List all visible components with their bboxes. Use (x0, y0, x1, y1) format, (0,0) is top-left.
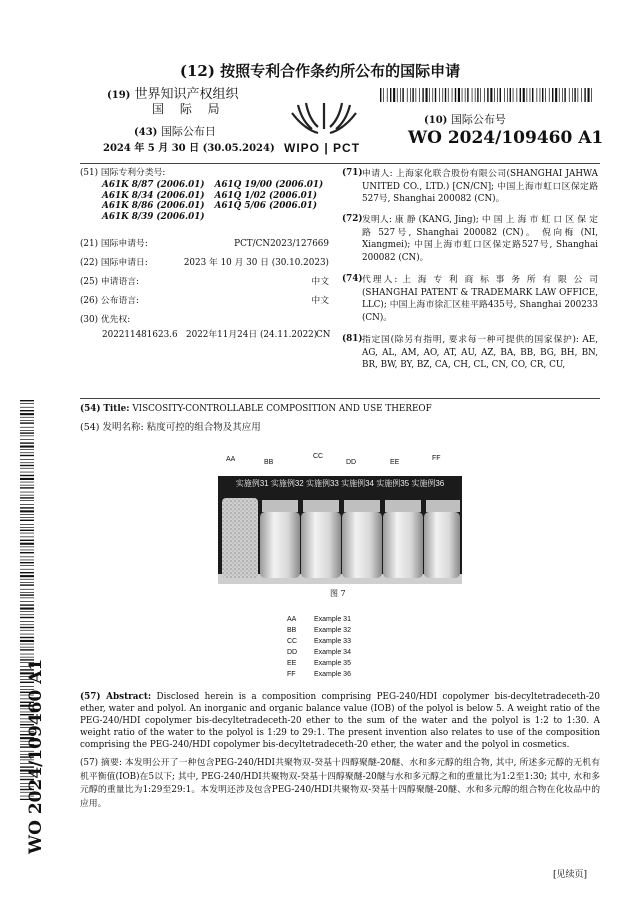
barcode-bar (20, 617, 34, 618)
figure-label: FF (432, 455, 441, 462)
figure-label: EE (390, 459, 400, 466)
barcode-bar (20, 417, 34, 418)
barcode-bar (20, 449, 34, 450)
barcode-bar (504, 88, 505, 102)
legend-row: BB Example 32 (287, 627, 351, 634)
barcode-bar (20, 592, 34, 593)
figure-label: BB (264, 459, 274, 466)
ipc-cell: A61K 8/34 (2006.01) (102, 190, 205, 201)
barcode-bar (452, 88, 453, 102)
barcode-bar (480, 88, 481, 102)
barcode-bar (20, 436, 34, 437)
barcode-bar (429, 88, 430, 102)
barcode-bar (448, 88, 449, 102)
barcode-bar (20, 575, 34, 577)
barcode-bar (426, 88, 428, 102)
barcode-bar (20, 604, 34, 605)
barcode-bar (435, 88, 436, 102)
barcode-bar (402, 88, 403, 102)
barcode-bar (530, 88, 531, 102)
lang-label: (25) 申请语言: (80, 277, 140, 287)
barcode-bar (20, 487, 34, 488)
divider (80, 398, 600, 399)
barcode-bar (20, 459, 34, 460)
vial-ff (424, 500, 460, 578)
barcode-bar (432, 88, 433, 102)
organization-name: (19) 世界知识产权组织 (107, 87, 239, 102)
barcode-bar (20, 637, 34, 638)
barcode-bar (20, 504, 34, 505)
barcode-bar (20, 569, 34, 570)
barcode-bar (393, 88, 395, 102)
barcode-bar (20, 403, 34, 404)
barcode-top (380, 88, 592, 102)
ipc-cell: A61Q 19/00 (2006.01) (214, 180, 324, 190)
barcode-bar (20, 462, 34, 463)
barcode-bar (20, 432, 34, 433)
legend-row: DD Example 34 (287, 649, 351, 656)
barcode-bar (20, 647, 34, 648)
barcode-bar (410, 88, 411, 102)
logo-text: WIPO | PCT (284, 141, 361, 155)
barcode-bar (20, 611, 34, 612)
barcode-bar (20, 562, 34, 563)
barcode-bar (475, 88, 476, 102)
barcode-bar (397, 88, 398, 102)
barcode-bar (380, 88, 381, 102)
barcode-bar (20, 500, 34, 501)
barcode-bar (581, 88, 582, 102)
barcode-bar (465, 88, 466, 102)
ipc-cell: A61K 8/86 (2006.01) (102, 201, 205, 212)
barcode-bar (387, 88, 388, 102)
vial-aa (222, 498, 258, 578)
barcode-bar (569, 88, 570, 102)
barcode-bar (494, 88, 495, 102)
app-date: 2023 年 10 月 30 日 (30.10.2023) (183, 258, 329, 268)
applicant-code: (71) (342, 168, 363, 178)
barcode-bar (20, 560, 34, 561)
barcode-bar (412, 88, 413, 102)
document-title: (12) 按照专利合作条约所公布的国际申请 (179, 62, 461, 80)
barcode-bar (20, 565, 34, 566)
vial-bb (260, 500, 300, 578)
barcode-bar (455, 88, 456, 102)
barcode-bar (20, 514, 34, 515)
barcode-bar (20, 430, 34, 431)
inventor: 发明人: 康 静 (KANG, Jing); 中 国 上 海 市 虹 口 区 保 定 路 527号, Shanghai 200082 (CN)。 倪向梅 (NI, Xiangmei); 中国上海市虹口区保定路527号, Shanghai 200082 (CN)。 (362, 215, 598, 263)
barcode-bar (20, 497, 34, 498)
barcode-bar (20, 547, 34, 548)
legend-row: AA Example 31 (287, 616, 351, 623)
barcode-bar (20, 598, 34, 599)
barcode-bar (20, 510, 34, 512)
figure-photo (218, 476, 462, 584)
barcode-bar (20, 400, 34, 401)
photo-caption-text: 实施例31 实施例32 实施例33 实施例34 实施例35 实施例36 (235, 479, 445, 488)
lang-value: 中文 (311, 277, 329, 287)
barcode-bar (537, 88, 538, 102)
barcode-bar (20, 649, 34, 650)
barcode-bar (562, 88, 563, 102)
pub-lang-value: 中文 (311, 296, 329, 306)
barcode-bar (439, 88, 440, 102)
priority-number: 202211481623.6 (102, 330, 178, 340)
priority-label: (30) 优先权: (80, 315, 131, 325)
barcode-bar (419, 88, 420, 102)
barcode-bar (445, 88, 446, 102)
vial-dd (342, 500, 382, 578)
barcode-bar (584, 88, 585, 102)
barcode-bar (20, 427, 34, 428)
barcode-bar (422, 88, 423, 102)
barcode-bar (20, 442, 34, 443)
barcode-bar (467, 88, 468, 102)
barcode-bar (532, 88, 533, 102)
vial-ee (383, 500, 423, 578)
barcode-bar (591, 88, 592, 102)
barcode-bar (20, 540, 34, 541)
barcode-bar (510, 88, 511, 102)
figure-caption: 图 7 (330, 589, 346, 598)
pub-date: 2024 年 5 月 30 日 (30.05.2024) (103, 143, 275, 154)
barcode-bar (588, 88, 590, 102)
barcode-bar (497, 88, 498, 102)
barcode-bar (20, 475, 34, 476)
barcode-bar (407, 88, 408, 102)
barcode-bar (20, 482, 34, 483)
barcode-bar (20, 589, 34, 590)
barcode-bar (500, 88, 501, 102)
title-en-line: (54) Title: VISCOSITY-CONTROLLABLE COMPOSITION AND USE THEREOF (80, 404, 432, 414)
ipc-cell: A61K 8/39 (2006.01) (102, 211, 205, 222)
barcode-bar (20, 621, 34, 622)
divider (80, 163, 600, 164)
barcode-bar (527, 88, 528, 102)
ipc-cell: A61K 8/87 (2006.01) (102, 180, 205, 190)
barcode-bar (20, 410, 34, 411)
barcode-bar (20, 485, 34, 486)
barcode-bar (390, 88, 391, 102)
barcode-bar (20, 601, 34, 602)
barcode-bar (507, 88, 508, 102)
barcode-bar (555, 88, 557, 102)
barcode-bar (20, 533, 34, 534)
barcode-bar (520, 88, 521, 102)
barcode-bar (20, 552, 34, 553)
barcode-bar (20, 640, 34, 642)
barcode-bar (487, 88, 488, 102)
legend-row: CC Example 33 (287, 638, 351, 645)
app-date-label: (22) 国际申请日: (80, 258, 148, 268)
barcode-bar (542, 88, 543, 102)
barcode-bar (20, 584, 34, 585)
figure-label: CC (313, 453, 324, 460)
ipc-table (102, 180, 333, 222)
barcode-bar (472, 88, 473, 102)
abstract-en: (57) Abstract: Disclosed herein is a composition comprising PEG-240/HDI copolymer bis-decyltetradeceth-20 ether, water and polyol. An inorganic and organic balance value (IOB) of the polyol is below 5. A weight ratio of the PEG-240/HDI copolymer bis-decyltetradeceth-20 ether to the sum of the water and the polyol is 1:2 to 1:30. A weight ratio of the water to the polyol is 1:29 to 29:1. The present invention also relates to use of the composition comprising the PEG-240/HDI copolymer bis-decyltetradeceth-20 ether, the water and the polyol in cosmetics. (80, 692, 600, 750)
barcode-bar (477, 88, 478, 102)
barcode-bar (20, 422, 34, 423)
barcode-bar (20, 520, 34, 521)
barcode-bar (20, 582, 34, 583)
barcode-bar (20, 478, 34, 480)
barcode-bar (20, 468, 34, 469)
priority-country: CN (316, 330, 331, 340)
designated-states: 指定国(除另有指明, 要求每一种可提供的国家保护): AE, AG, AL, AM, AO, AT, AU, AZ, BA, BB, BG, BH, BN, BR, BW, BY, BZ, CA, CH, CL, CN, CO, CR, CU, (362, 335, 598, 370)
barcode-bar (20, 420, 34, 421)
legend-row: FF Example 36 (287, 671, 351, 678)
barcode-bar (564, 88, 565, 102)
app-no: PCT/CN2023/127669 (234, 239, 329, 249)
barcode-bar (490, 88, 492, 102)
states-code: (81) (342, 334, 363, 344)
figure-label: DD (346, 459, 357, 466)
barcode-bar (545, 88, 546, 102)
barcode-bar (20, 594, 34, 595)
barcode-bar (20, 465, 34, 466)
barcode-bar (20, 495, 34, 496)
agent-code: (74) (342, 274, 363, 284)
barcode-bar (574, 88, 575, 102)
ipc-cell: A61Q 5/06 (2006.01) (214, 201, 318, 212)
barcode-bar (552, 88, 553, 102)
pub-lang-label: (26) 公布语言: (80, 296, 140, 306)
barcode-bar (400, 88, 401, 102)
ipc-label: (51) 国际专利分类号: (80, 168, 166, 178)
barcode-bar (20, 439, 34, 440)
barcode-bar (20, 608, 34, 610)
barcode-bar (572, 88, 573, 102)
barcode-bar (462, 88, 463, 102)
title-zh: (54) 发明名称: 粘度可控的组合物及其应用 (80, 422, 261, 433)
barcode-bar (20, 634, 34, 635)
barcode-bar (20, 517, 34, 518)
barcode-bar (20, 644, 34, 645)
ipc-cell: A61Q 1/02 (2006.01) (214, 190, 318, 201)
agent: 代理人: 上 海 专 利 商 标 事 务 所 有 限 公 司 (SHANGHAI PATENT & TRADEMARK LAW OFFICE, LLC); 中国上海市徐汇区桂平路435号, Shanghai 200233 (CN)。 (362, 275, 598, 323)
wipo-logo (278, 99, 368, 157)
barcode-bar (442, 88, 443, 102)
barcode-bar (523, 88, 525, 102)
barcode-bar (20, 557, 34, 558)
applicant: 申请人: 上海家化联合股份有限公司(SHANGHAI JAHWA UNITED CO., LTD.) [CN/CN]; 中国上海市虹口区保定路527号, Shanghai 200082 (CN)。 (362, 169, 598, 204)
barcode-bar (20, 624, 34, 625)
barcode-bar (20, 507, 34, 508)
barcode-bar (20, 452, 34, 453)
barcode-bar (20, 627, 34, 628)
barcode-bar (383, 88, 384, 102)
barcode-bar (559, 88, 560, 102)
pub-number: WO 2024/109460 A1 (408, 128, 604, 148)
barcode-bar (517, 88, 518, 102)
barcode-bar (540, 88, 541, 102)
barcode-bar (549, 88, 550, 102)
barcode-bar (20, 630, 34, 631)
inventor-code: (72) (342, 214, 363, 224)
barcode-bar (20, 657, 34, 658)
pub-number-label: (10) 国际公布号 (424, 113, 506, 126)
barcode-bar (20, 537, 34, 538)
barcode-bar (20, 413, 34, 415)
barcode-bar (20, 654, 34, 655)
barcode-bar (20, 524, 34, 525)
vial-cc (301, 500, 341, 578)
barcode-bar (20, 492, 34, 493)
figure-label: AA (226, 456, 236, 463)
pub-date-label: (43) 国际公布日 (134, 125, 216, 138)
barcode-bar (20, 614, 34, 615)
continuation-note: [见续页] (553, 870, 588, 880)
barcode-bar (20, 472, 34, 473)
barcode-bar (20, 407, 34, 408)
app-no-label: (21) 国际申请号: (80, 239, 148, 249)
abstract-zh: (57) 摘要: 本发明公开了一种包含PEG-240/HDI共聚物双-癸基十四醇聚醚-20醚、水和多元醇的组合物, 其中, 所述多元醇的无机有机平衡值(IOB)在5以下; 其中, PEG-240/HDI共聚物双-癸基十四醇聚醚-20醚与水和多元醇之和的重量比为1:2至1:30; 其中, 水和多元醇的重量比为1:29至29:1。本发明还涉及包含PEG-240/HDI共聚物双-癸基十四醇聚醚-20醚、水和多元醇的组合物在化妆品中的应用。 (80, 758, 600, 809)
barcode-bar (20, 550, 34, 551)
barcode-bar (20, 543, 34, 545)
barcode-bar (20, 572, 34, 573)
barcode-bar (458, 88, 460, 102)
barcode-bar (484, 88, 485, 102)
barcode-bar (416, 88, 417, 102)
priority-date: 2022年11月24日 (24.11.2022) (186, 330, 318, 340)
bureau-name: 国 际 局 (152, 102, 226, 116)
barcode-bar (20, 579, 34, 580)
barcode-bar (513, 88, 514, 102)
vials-illustration (218, 476, 462, 584)
barcode-bar (20, 446, 34, 448)
legend-row: EE Example 35 (287, 660, 351, 667)
barcode-bar (578, 88, 579, 102)
barcode-bar (20, 527, 34, 528)
barcode-bar (20, 530, 34, 531)
ipc-cell (215, 212, 334, 223)
barcode-bar (20, 455, 34, 456)
